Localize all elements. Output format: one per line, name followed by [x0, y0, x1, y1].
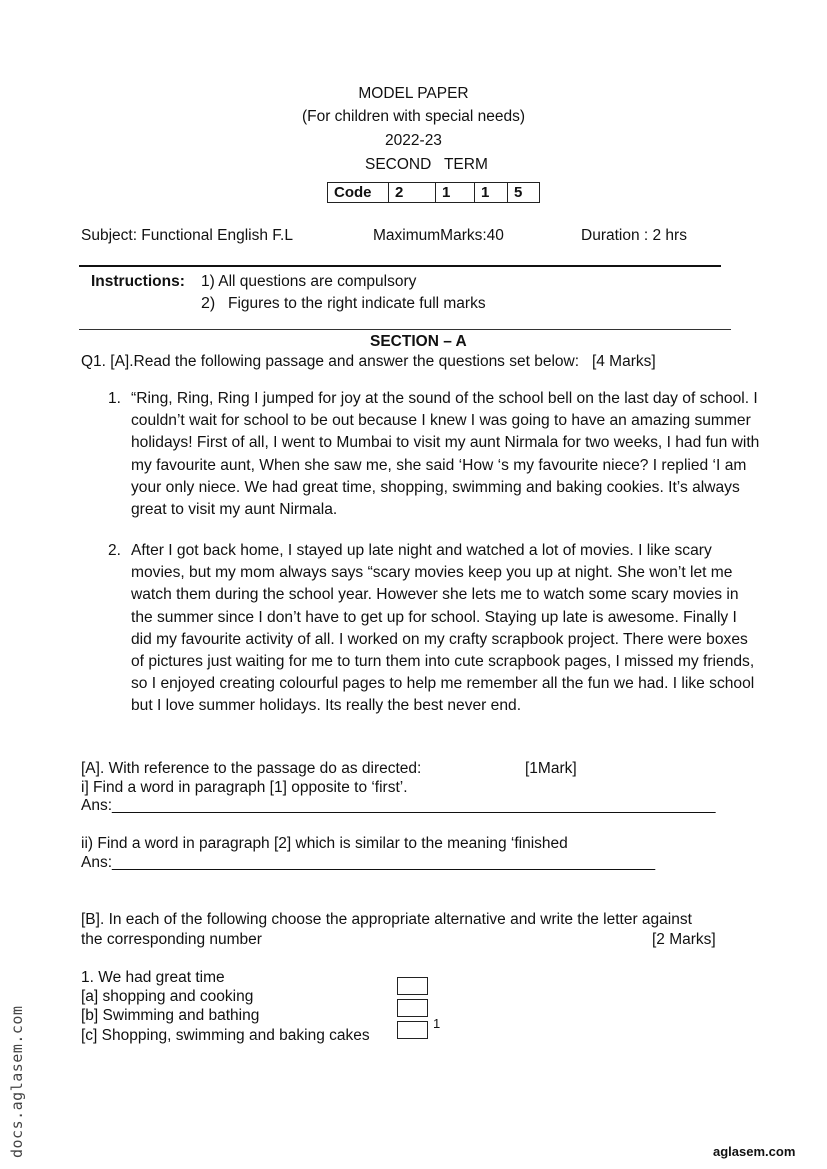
paper-subtitle: (For children with special needs) — [301, 108, 526, 125]
part-a-marks: [1Mark] — [525, 760, 577, 777]
part-b-marks: [2 Marks] — [652, 931, 716, 948]
code-digit: 1 — [436, 183, 475, 203]
instruction-item: Figures to the right indicate full marks — [228, 295, 486, 312]
passage-paragraph: “Ring, Ring, Ring I jumped for joy at the sound of the school bell on the last day of school. I couldn’t wait for school to be out because I knew I was going to have an amazing summer holidays! First of all, I went to Mumbai to visit my aunt Nirmala for two weeks, I had fun with my favourite aunt, When she saw me, she said ‘How ‘s my favourite niece? I replied ‘I am your only niece. We had great time, shopping, swimming and baking cookies. It’s always great to visit my aunt Nirmala. — [131, 390, 760, 519]
option-c: [c] Shopping, swimming and baking cakes — [81, 1027, 370, 1044]
question-heading: Q1. [A].Read the following passage and answer the questions set below: [4 Marks] — [81, 353, 656, 370]
passage-paragraph: After I got back home, I stayed up late night and watched a lot of movies. I like scary movies, but my mom always says “scary movies keep you up at night. She won’t let me watch them during the school year. However she lets me to watch some scary movies in the summer since I don’t have to get up for school. Staying up late is awesome. Finally I did my favourite activity of all. I worked on my crafty scrapbook project. There were boxes of pictures just waiting for me to turn them into cute scrapbook pages, I missed my friends, so I enjoyed creating colourful pages to help me remember all the fun we had. I like school but I love summer holidays. Its really the best never end. — [131, 542, 755, 715]
answer-line[interactable]: Ans:_______________________________________________________________ — [81, 854, 656, 871]
paper-year: 2022-23 — [385, 132, 442, 149]
part-b-heading: [B]. In each of the following choose the appropriate alternative and write the letter against — [81, 911, 692, 928]
instructions-label: Instructions: — [91, 273, 185, 290]
code-digit: 1 — [475, 183, 508, 203]
option-b: [b] Swimming and bathing — [81, 1007, 260, 1024]
footer-brand[interactable]: aglasem.com — [713, 1144, 796, 1159]
duration-text: Duration : 2 hrs — [581, 227, 687, 244]
answer-box[interactable] — [397, 1021, 428, 1039]
paper-term: SECOND TERM — [365, 156, 488, 173]
answer-box[interactable] — [397, 999, 428, 1017]
code-digit: 2 — [389, 183, 436, 203]
question-text: i] Find a word in paragraph [1] opposite to ‘first’. — [81, 779, 408, 796]
paragraph-number: 1. — [108, 390, 121, 407]
box-label: 1 — [433, 1016, 441, 1031]
question-text: 1. We had great time — [81, 969, 225, 986]
section-title: SECTION – A — [370, 333, 467, 350]
part-b-heading: the corresponding number — [81, 931, 262, 948]
max-marks-text: MaximumMarks:40 — [373, 227, 504, 244]
paper-title: MODEL PAPER — [358, 85, 469, 102]
code-label: Code — [328, 183, 389, 203]
divider — [79, 265, 721, 267]
question-text: ii) Find a word in paragraph [2] which is similar to the meaning ‘finished — [81, 835, 568, 852]
answer-box[interactable] — [397, 977, 428, 995]
answer-line[interactable]: Ans:______________________________________________________________________ — [81, 797, 716, 814]
instruction-number: 2) — [201, 295, 216, 312]
instruction-item: 1) All questions are compulsory — [201, 273, 417, 290]
paragraph-number: 2. — [108, 542, 121, 559]
subject-text: Subject: Functional English F.L — [81, 227, 293, 244]
code-table — [327, 182, 540, 203]
divider — [79, 329, 731, 330]
code-digit: 5 — [508, 183, 540, 203]
watermark: docs.aglasem.com — [8, 1005, 26, 1158]
part-a-heading: [A]. With reference to the passage do as directed: — [81, 760, 422, 777]
option-a: [a] shopping and cooking — [81, 988, 254, 1005]
